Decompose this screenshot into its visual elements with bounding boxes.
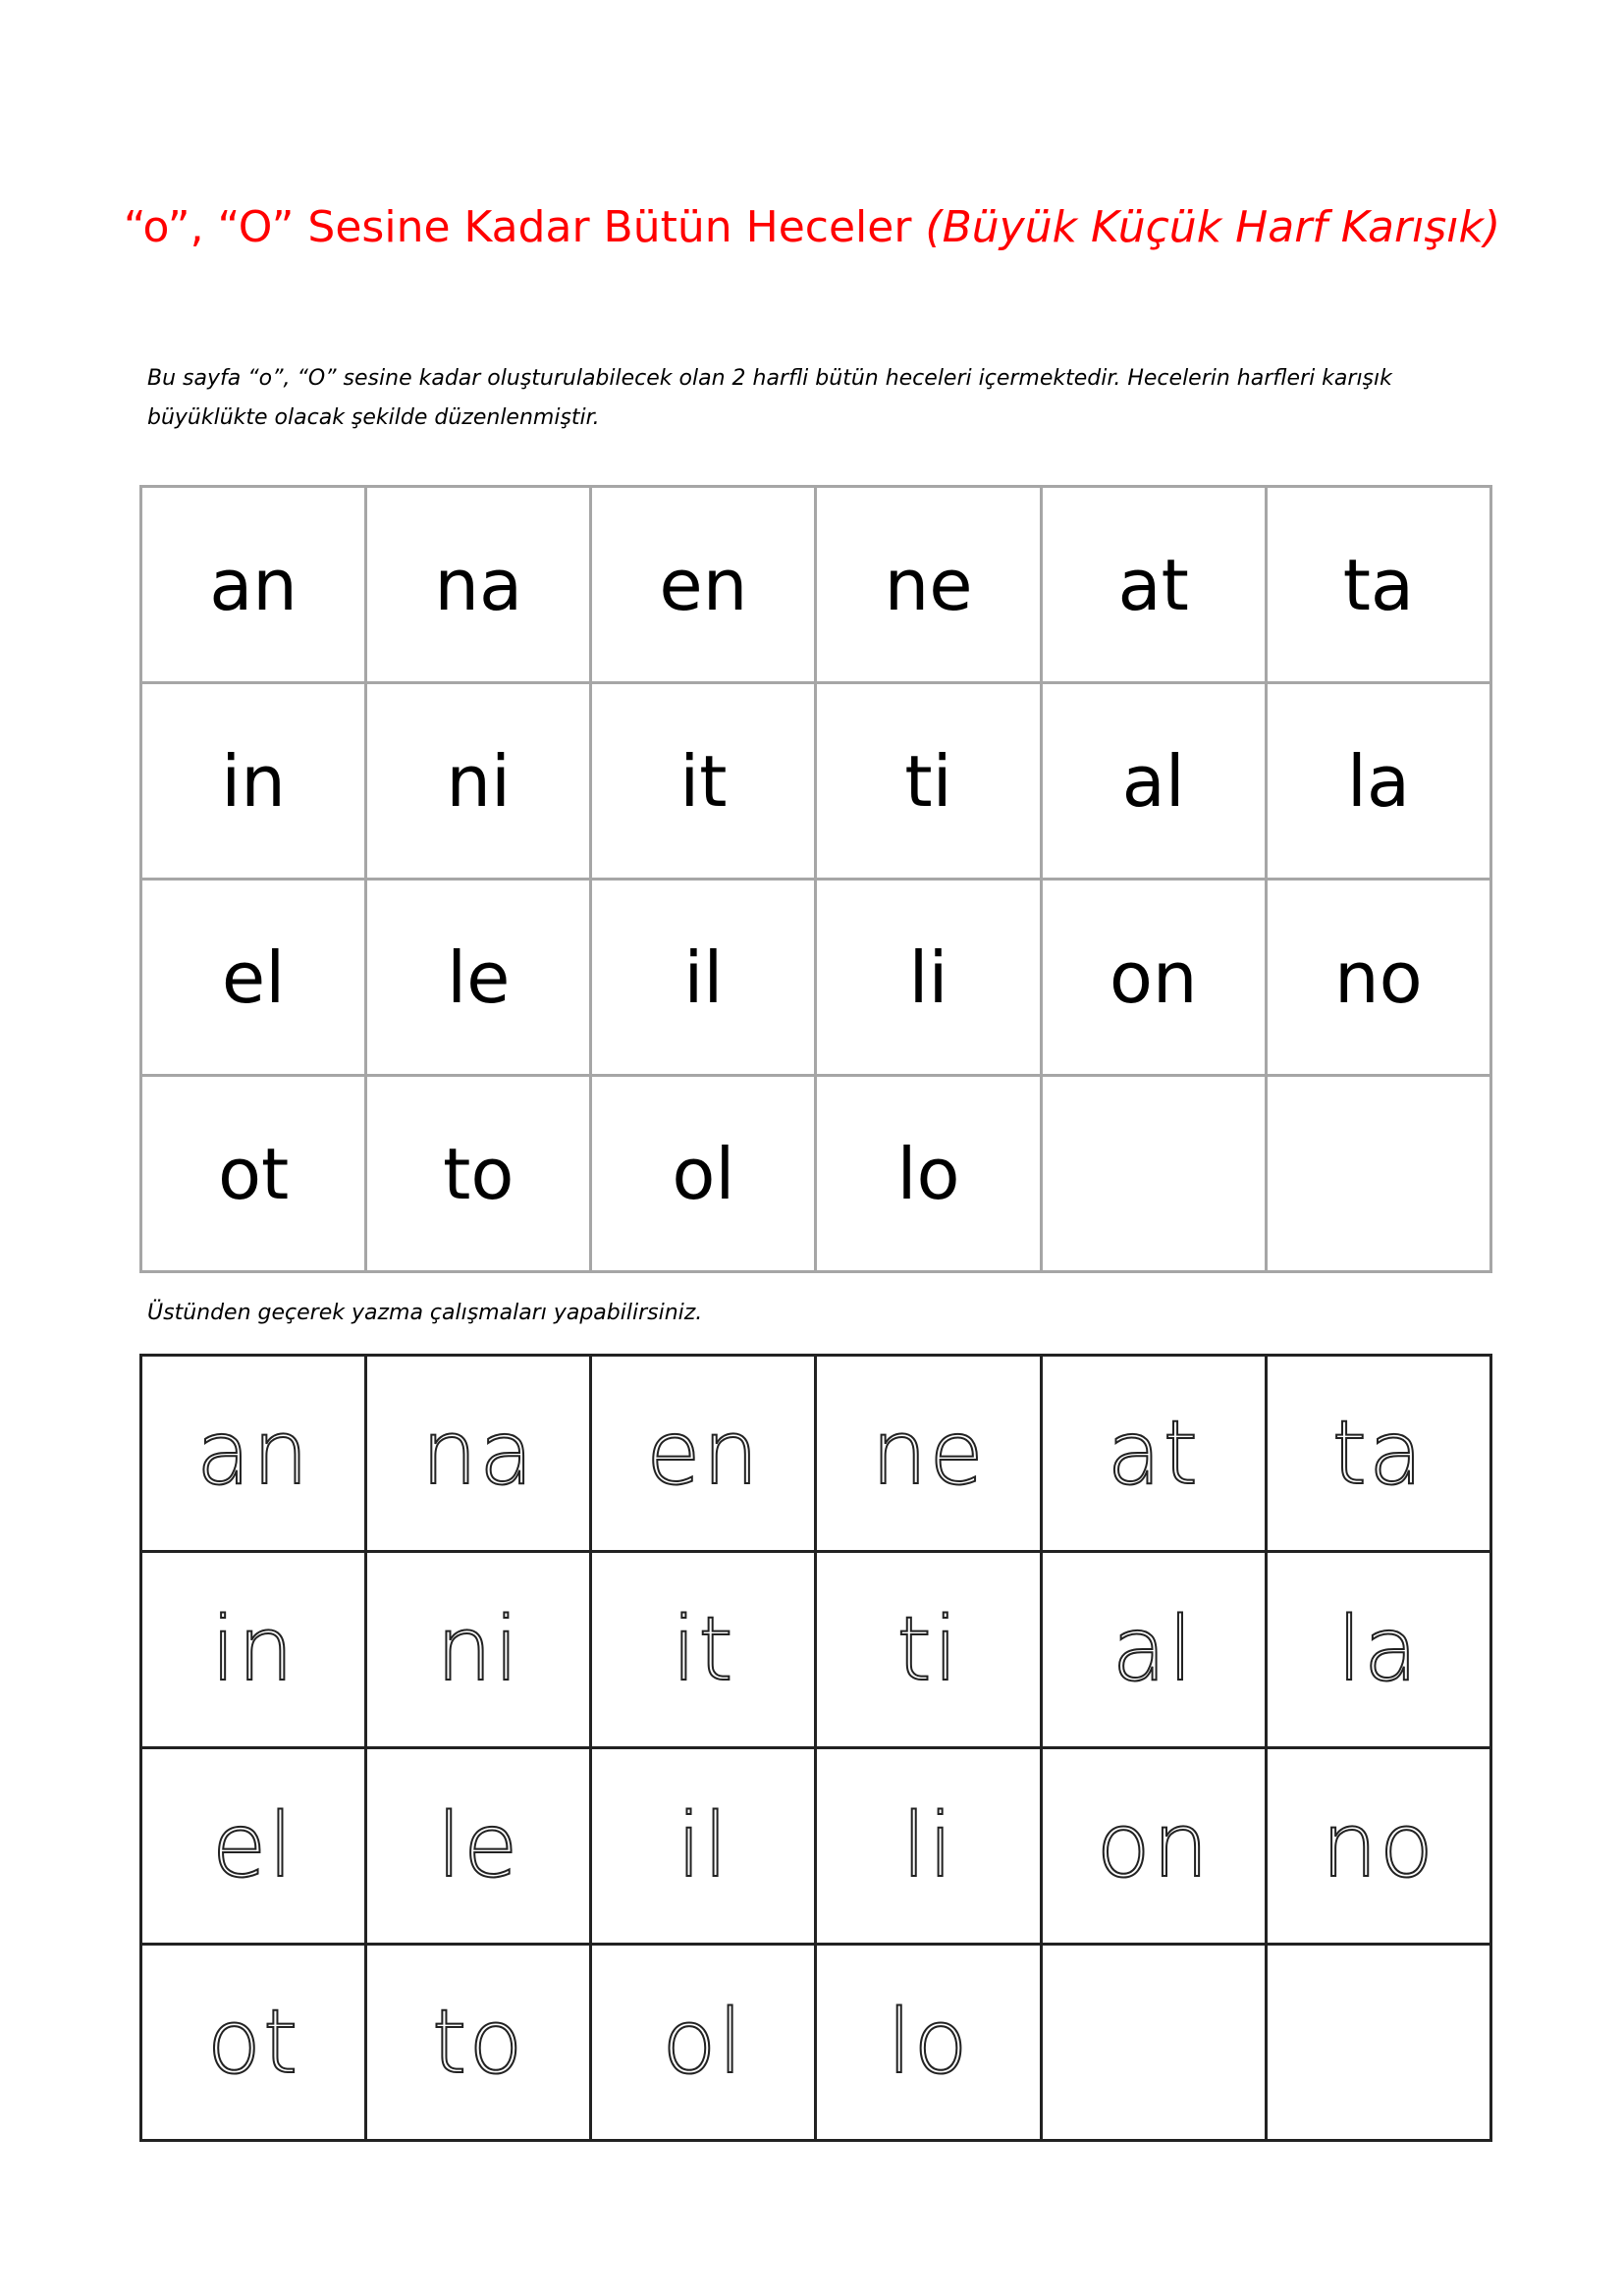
trace-cell: [366, 1552, 591, 1748]
dotted-syllable: li: [901, 1794, 955, 1897]
intro-text: [147, 359, 1404, 438]
trace-grid-row: [141, 1356, 1491, 1552]
trace-cell: [366, 1945, 591, 2141]
dotted-syllable: an: [195, 1402, 311, 1505]
dotted-syllable: on: [1096, 1794, 1211, 1897]
syllable-cell: ne: [816, 487, 1041, 683]
syllable-cell: ti: [816, 683, 1041, 880]
trace-cell: [1041, 1356, 1266, 1552]
syllable-cell: lo: [816, 1076, 1041, 1272]
trace-cell: [1266, 1356, 1490, 1552]
syllable-cell: li: [816, 880, 1041, 1076]
print-grid-row: [141, 880, 1491, 1076]
trace-cell: [141, 1552, 366, 1748]
trace-cell: [141, 1945, 366, 2141]
syllable-cell: ol: [591, 1076, 816, 1272]
dotted-syllable: na: [421, 1402, 536, 1505]
dotted-syllable: in: [211, 1598, 297, 1701]
syllable-cell: el: [141, 880, 366, 1076]
dotted-syllable: it: [672, 1598, 735, 1701]
empty-trace-cell: [1041, 1945, 1266, 2141]
dotted-syllable: ni: [436, 1598, 521, 1701]
dotted-syllable: ot: [206, 1991, 300, 2094]
trace-cell: [141, 1356, 366, 1552]
syllable-cell: ot: [141, 1076, 366, 1272]
trace-cell: [816, 1552, 1041, 1748]
syllable-cell: at: [1041, 487, 1266, 683]
trace-cell: [591, 1356, 816, 1552]
empty-trace-cell: [1266, 1945, 1490, 2141]
trace-grid-row: [141, 1945, 1491, 2141]
syllable-cell: al: [1041, 683, 1266, 880]
dotted-syllable: lo: [887, 1991, 970, 2094]
dotted-syllable: ne: [871, 1402, 986, 1505]
syllable-cell: ni: [366, 683, 591, 880]
dotted-syllable: le: [437, 1794, 520, 1897]
syllable-cell: on: [1041, 880, 1266, 1076]
title-main: “o”, “O” Sesine Kadar Bütün Heceler: [123, 202, 912, 252]
trace-cell: [366, 1356, 591, 1552]
dotted-syllable: la: [1336, 1598, 1420, 1701]
trace-grid-row: [141, 1748, 1491, 1945]
syllable-cell: no: [1266, 880, 1490, 1076]
syllable-cell: it: [591, 683, 816, 880]
trace-cell: [1266, 1748, 1490, 1945]
trace-cell: [591, 1945, 816, 2141]
syllable-cell: la: [1266, 683, 1490, 880]
trace-cell: [591, 1552, 816, 1748]
print-grid-row: [141, 487, 1491, 683]
trace-cell: [1266, 1552, 1490, 1748]
syllable-trace-grid: [139, 1354, 1492, 2142]
empty-cell: [1266, 1076, 1490, 1272]
dotted-syllable: ta: [1331, 1402, 1426, 1505]
page-title: [0, 196, 1624, 259]
print-grid-row: [141, 1076, 1491, 1272]
print-grid-row: [141, 683, 1491, 880]
tracing-instruction: Üstünden geçerek yazma çalışmaları yapabilirsiniz.: [147, 1301, 703, 1325]
syllable-cell: il: [591, 880, 816, 1076]
dotted-syllable: ti: [896, 1598, 960, 1701]
trace-cell: [591, 1748, 816, 1945]
syllable-cell: le: [366, 880, 591, 1076]
intro-line-2: büyüklükte olacak şekilde düzenlenmiştir.: [147, 405, 600, 430]
trace-cell: [1041, 1552, 1266, 1748]
syllable-cell: en: [591, 487, 816, 683]
syllable-print-grid: [139, 485, 1492, 1273]
syllable-cell: ta: [1266, 487, 1490, 683]
syllable-cell: an: [141, 487, 366, 683]
trace-cell: [366, 1748, 591, 1945]
dotted-syllable: il: [677, 1794, 731, 1897]
trace-grid-row: [141, 1552, 1491, 1748]
dotted-syllable: at: [1107, 1402, 1200, 1505]
dotted-syllable: al: [1111, 1598, 1195, 1701]
intro-line-1: Bu sayfa “o”, “O” sesine kadar oluşturulabilecek olan 2 harfli bütün heceleri içermektedir. Hecelerin harfleri karışık: [147, 366, 1392, 391]
title-italic: (Büyük Küçük Harf Karışık): [925, 202, 1501, 252]
syllable-cell: to: [366, 1076, 591, 1272]
trace-cell: [816, 1945, 1041, 2141]
dotted-syllable: no: [1321, 1794, 1435, 1897]
syllable-cell: na: [366, 487, 591, 683]
trace-cell: [1041, 1748, 1266, 1945]
dotted-syllable: en: [646, 1402, 761, 1505]
trace-cell: [816, 1748, 1041, 1945]
trace-cell: [816, 1356, 1041, 1552]
dotted-syllable: ol: [662, 1991, 745, 2094]
dotted-syllable: to: [432, 1991, 525, 2094]
trace-cell: [141, 1748, 366, 1945]
syllable-cell: in: [141, 683, 366, 880]
empty-cell: [1041, 1076, 1266, 1272]
dotted-syllable: el: [211, 1794, 296, 1897]
